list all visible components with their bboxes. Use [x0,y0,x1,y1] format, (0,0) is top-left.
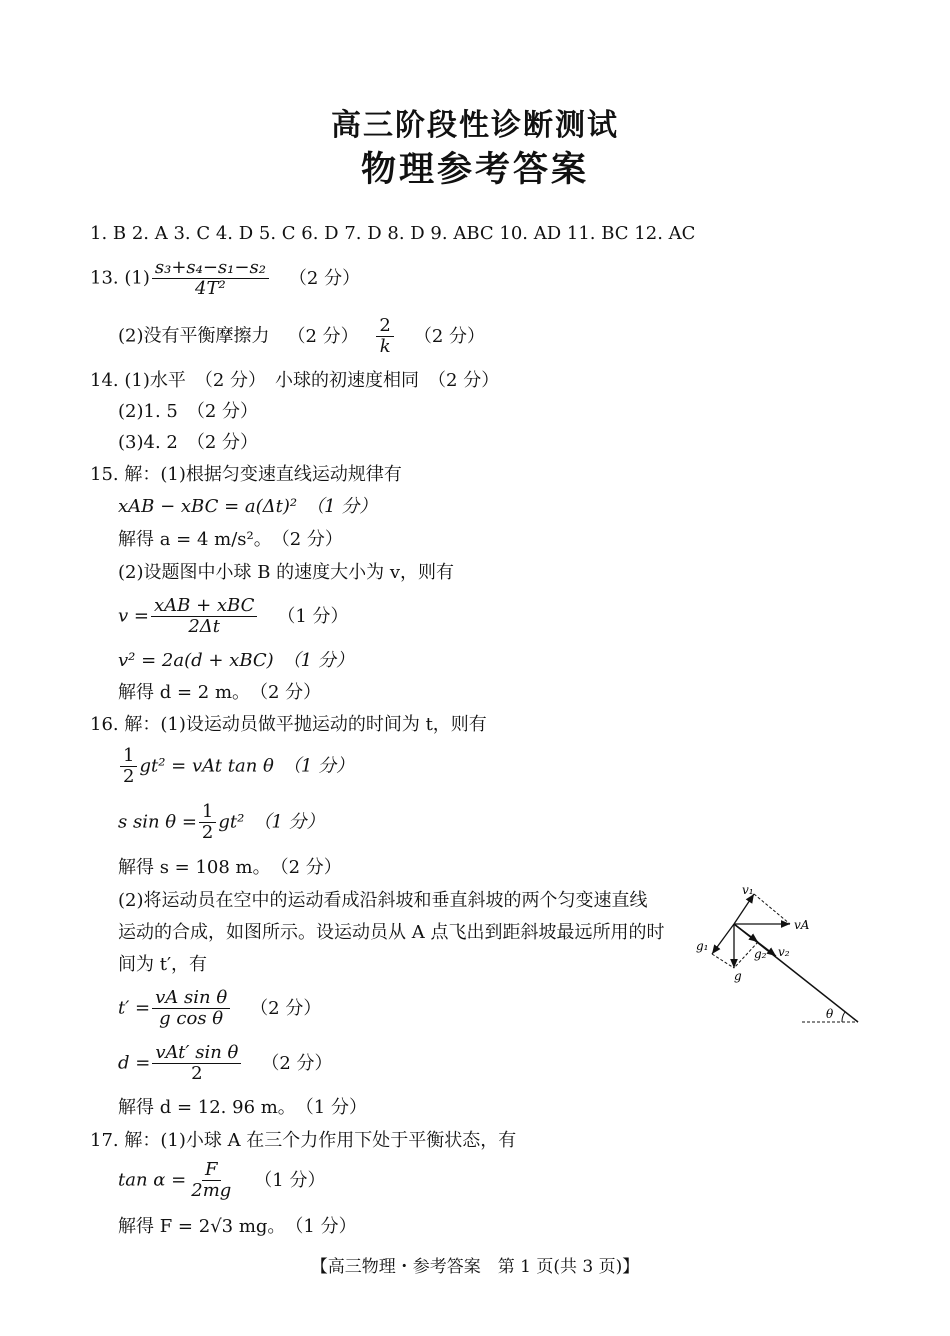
label-theta: θ [826,1007,834,1021]
q16-tprime-den: g cos θ [159,1008,224,1029]
q13-numerator: s₃+s₄−s₁−s₂ [152,258,269,279]
q17-line1: 17. 解：(1)小球 A 在三个力作用下处于平衡状态，有 [90,1130,517,1151]
q16-half2-num: 1 [199,802,216,823]
q16-tprime-fraction [152,988,230,1029]
q16-line2-rest: gt² = vAt tan θ （1 分） [139,755,355,777]
q15-line3: 解得 a = 4 m/s²。 （2 分） [118,529,343,550]
q16-d-score: （2 分） [261,1052,333,1074]
q13-p2-fraction [376,316,393,357]
label-g: g [734,969,742,983]
vector-g2 [734,924,758,942]
page-footer: 【高三物理・参考答案 第 1 页(共 3 页)】 [310,1257,640,1277]
q16-line3-lhs: s sin θ = [118,811,197,833]
q13-part1 [90,258,360,299]
q15-line7: 解得 d = 2 m。 （2 分） [118,682,322,703]
q13-p2-text: (2)没有平衡摩擦力 [118,325,270,347]
q16-line1: 16. 解：(1)设运动员做平抛运动的时间为 t，则有 [90,714,487,735]
q15-line5 [118,596,349,637]
label-vA: vA [794,918,810,932]
q16-half2-fraction [199,802,216,843]
q17-tan-lhs: tan α = [118,1169,187,1191]
q13-p2-score2: （2 分） [413,325,486,347]
q16-tprime-num: vA sin θ [152,988,230,1009]
q16-line6: 运动的合成，如图所示。设运动员从 A 点飞出到距斜坡最远所用的时 [118,922,665,943]
dash-v-1 [754,894,790,924]
q16-line3 [118,802,325,843]
vector-g1 [712,924,734,954]
q16-half-num: 1 [120,746,137,767]
q13-p2-den: k [379,336,391,357]
q15-v-score: （1 分） [277,605,349,627]
q14-line3: (3)4. 2 （2 分） [118,432,259,453]
q17-tan-score: （1 分） [254,1169,326,1191]
q15-line1: 15. 解：(1)根据匀变速直线运动规律有 [90,464,402,485]
q17-tan-den: 2mg [191,1180,232,1201]
q16-line7: 间为 t′，有 [118,954,208,975]
q16-line5: (2)将运动员在空中的运动看成沿斜坡和垂直斜坡的两个匀变速直线 [118,890,648,911]
q17-tan-num: F [202,1160,221,1181]
label-g2: g₂ [754,947,767,961]
q16-line9 [118,1043,333,1084]
q13-fraction [152,258,269,299]
title-sub: 物理参考答案 [360,150,589,190]
q13-label: 13. (1) [90,267,150,289]
title-main: 高三阶段性诊断测试 [331,108,619,143]
q16-line4: 解得 s = 108 m。 （2 分） [118,857,342,878]
mc-answers: 1. B 2. A 3. C 4. D 5. C 6. D 7. D 8. D 9. ABC 10. AD 11. BC 12. AC [90,223,696,244]
q14-line1: 14. (1)水平 （2 分） 小球的初速度相同 （2 分） [90,370,500,391]
q15-v-den: 2Δt [188,616,221,637]
label-g1: g₁ [696,939,709,953]
q16-line8 [118,988,321,1029]
q17-line3: 解得 F = 2√3 mg。 （1 分） [118,1216,357,1237]
q14-line2: (2)1. 5 （2 分） [118,401,259,422]
q13-p2-score1: （2 分） [287,325,359,347]
q17-tan-fraction [188,1160,234,1201]
q16-tprime-lhs: t′ = [118,997,151,1019]
q17-line2 [118,1160,325,1201]
q15-v-fraction [151,596,257,637]
q16-d-fraction [152,1043,241,1084]
q16-line3-rest: gt² （1 分） [218,811,325,833]
q13-part2 [118,316,485,357]
q13-denominator: 4T² [195,278,226,299]
vector-v1 [734,894,754,924]
q15-line6: v² = 2a(d + xBC) （1 分） [118,650,354,671]
q13-score: （2 分） [288,267,361,289]
q15-v-num: xAB + xBC [151,596,257,617]
slope-vector-diagram [690,880,870,1030]
q16-half-den: 2 [123,766,135,787]
q16-line10: 解得 d = 12. 96 m。 （1 分） [118,1097,367,1118]
q16-tprime-score: （2 分） [250,997,322,1019]
dash-g-1 [712,954,734,968]
q15-v-lhs: v = [118,605,149,627]
q13-p2-num: 2 [376,316,393,337]
q16-d-den: 2 [191,1063,203,1084]
label-v1: v₁ [742,883,754,897]
q15-line2: xAB − xBC = a(Δt)² （1 分） [118,496,378,517]
q16-half2-den: 2 [201,822,214,843]
q16-half-fraction [120,746,137,787]
q16-d-num: vAt′ sin θ [152,1043,241,1064]
q15-line4: (2)设题图中小球 B 的速度大小为 v，则有 [118,562,455,583]
q16-line2 [118,746,354,787]
q16-d-lhs: d = [118,1052,151,1074]
label-v2: v₂ [778,945,790,959]
angle-arc [842,1012,845,1022]
